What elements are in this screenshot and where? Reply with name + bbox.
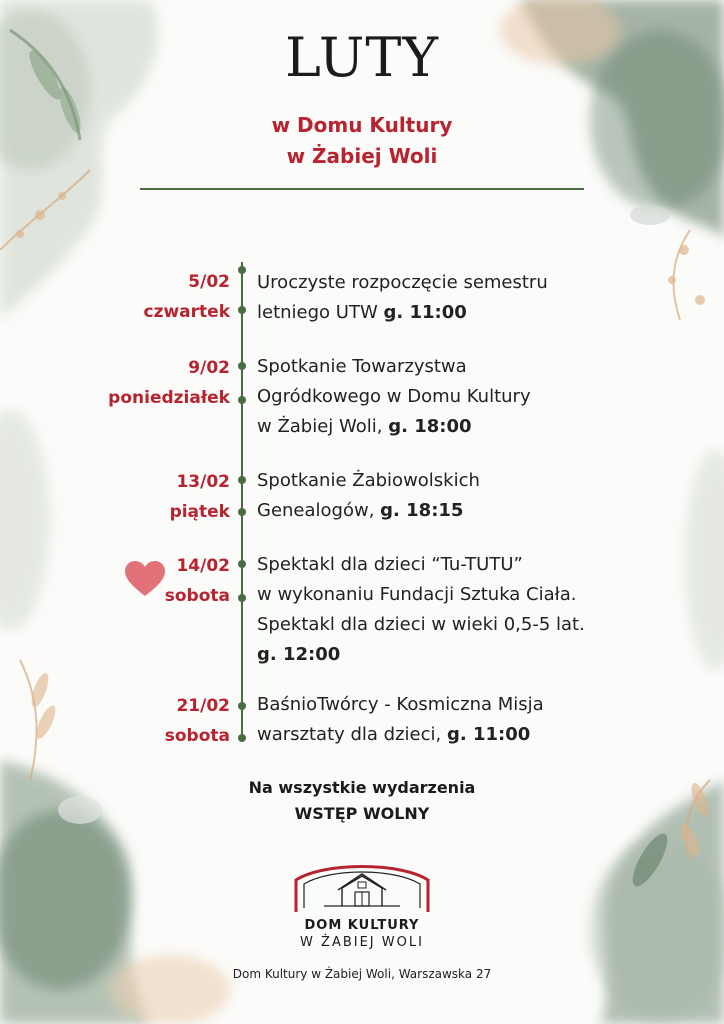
event-date: 13/02 bbox=[176, 472, 230, 492]
event-date: 5/02 bbox=[188, 272, 230, 292]
event-line: warsztaty dla dzieci, g. 11:00 bbox=[257, 724, 531, 745]
event-line: w wykonaniu Fundacji Sztuka Ciała. bbox=[257, 584, 577, 605]
page-title: LUTY bbox=[284, 26, 440, 89]
event-date: 9/02 bbox=[188, 358, 230, 378]
admission-note-line2: WSTĘP WOLNY bbox=[294, 804, 430, 823]
event-line: BaśnioTwórcy - Kosmiczna Misja bbox=[257, 694, 544, 715]
timeline-dot bbox=[238, 508, 246, 516]
subtitle-line1: w Domu Kultury bbox=[271, 113, 453, 137]
event-line: Spotkanie Żabiowolskich bbox=[257, 470, 480, 491]
event-line: Spektakl dla dzieci “Tu-TUTU” bbox=[257, 554, 523, 575]
timeline-dot bbox=[238, 396, 246, 404]
event-line: Spotkanie Towarzystwa bbox=[257, 356, 467, 377]
timeline-line bbox=[241, 262, 243, 740]
event-line: Ogródkowego w Domu Kultury bbox=[257, 386, 531, 407]
timeline-dot bbox=[238, 476, 246, 484]
event-day: czwartek bbox=[143, 302, 230, 322]
header-divider bbox=[140, 188, 584, 190]
event-time: g. 18:00 bbox=[388, 416, 472, 437]
event-description bbox=[257, 690, 657, 750]
event-day: sobota bbox=[164, 586, 230, 606]
dom-kultury-logo-icon bbox=[294, 858, 430, 914]
event-date: 21/02 bbox=[176, 696, 230, 716]
timeline-dot bbox=[238, 560, 246, 568]
logo-text-line1: DOM KULTURY bbox=[304, 918, 420, 933]
footer-address: Dom Kultury w Żabiej Woli, Warszawska 27 bbox=[232, 967, 492, 981]
logo-text-line2: W ŻABIEJ WOLI bbox=[300, 935, 424, 950]
event-description bbox=[257, 352, 657, 442]
subtitle-line2: w Żabiej Woli bbox=[286, 144, 438, 168]
timeline-dot bbox=[238, 266, 246, 274]
event-day: poniedziałek bbox=[108, 388, 230, 408]
event-time: g. 11:00 bbox=[446, 724, 531, 745]
heart-icon bbox=[124, 560, 166, 598]
event-time: g. 18:15 bbox=[380, 500, 464, 521]
timeline-dot bbox=[238, 734, 246, 742]
timeline-dot bbox=[238, 306, 246, 314]
timeline-dot bbox=[238, 702, 246, 710]
admission-note-line1: Na wszystkie wydarzenia bbox=[248, 778, 476, 797]
event-line: Genealogów, g. 18:15 bbox=[257, 500, 464, 521]
event-description bbox=[257, 466, 657, 526]
event-line: Uroczyste rozpoczęcie semestru bbox=[257, 272, 548, 293]
event-day: piątek bbox=[169, 502, 230, 522]
event-description bbox=[257, 268, 657, 328]
timeline-dot bbox=[238, 594, 246, 602]
event-line: Spektakl dla dzieci w wieki 0,5-5 lat. bbox=[257, 614, 585, 635]
event-line: w Żabiej Woli, g. 18:00 bbox=[257, 416, 472, 437]
event-line: letniego UTW g. 11:00 bbox=[257, 302, 467, 323]
event-day: sobota bbox=[164, 726, 230, 746]
event-time: g. 12:00 bbox=[257, 644, 341, 665]
event-line bbox=[257, 640, 657, 670]
event-description bbox=[257, 550, 657, 670]
event-time: g. 11:00 bbox=[383, 302, 467, 323]
event-date: 14/02 bbox=[176, 556, 230, 576]
timeline-dot bbox=[238, 362, 246, 370]
